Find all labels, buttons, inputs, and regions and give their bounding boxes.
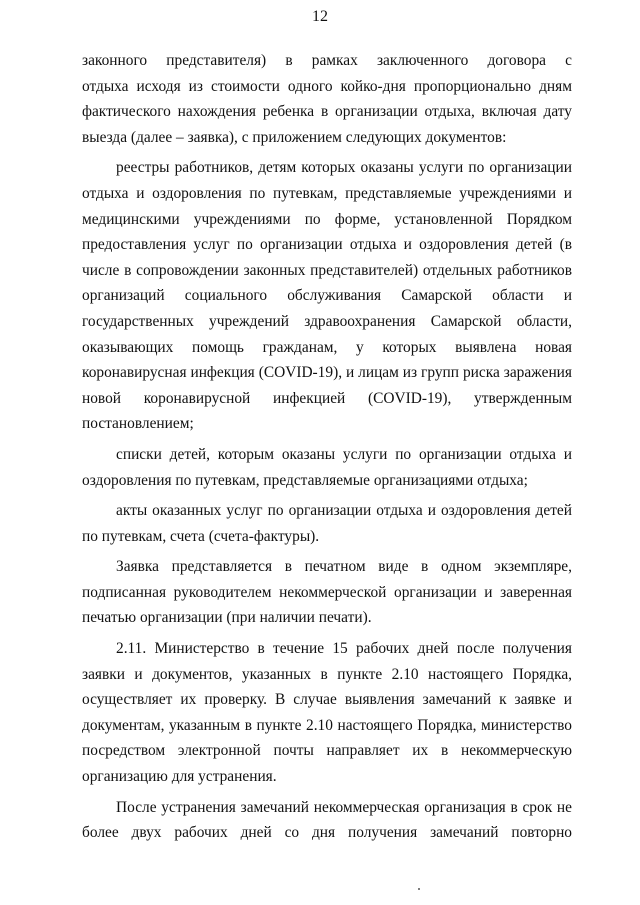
text-line: коронавирусная инфекция (COVID-19), и лицам из групп риска заражения (82, 364, 572, 382)
text-line: акты оказанных услуг по организации отдыха и оздоровления детей (116, 502, 572, 520)
text-line: по путевкам, счета (счета-фактуры). (82, 527, 320, 545)
paragraph-continuation (82, 48, 572, 150)
text-line: посредством электронной почты направляет их в некоммерческую (82, 742, 572, 760)
page-number: 12 (312, 8, 328, 25)
paragraph-after-correction (82, 795, 572, 846)
text-line: реестры работников, детям которых оказаны услуги по организации (116, 159, 572, 177)
text-line: 2.11. Министерство в течение 15 рабочих дней после получения (116, 640, 572, 658)
text-line: медицинскими учреждениями по форме, установленной Порядком (82, 210, 572, 228)
paragraph-application-format (82, 554, 572, 631)
text-line: фактического нахождения ребенка в организации отдыха, включая дату (82, 103, 572, 121)
text-line: новой коронавирусной инфекцией (COVID-19), утвержденным (82, 389, 572, 407)
paragraph-children-lists (82, 442, 572, 493)
text-line: документам, указанным в пункте 2.10 настоящего Порядка, министерство (82, 716, 572, 734)
text-line: оказывающих помощь гражданам, у которых выявлена новая (82, 338, 572, 356)
text-line: числе в сопровождении законных представителей) отдельных работников (82, 261, 572, 279)
text-line: печатью организации (при наличии печати). (82, 609, 372, 627)
text-line: выезда (далее – заявка), с приложением следующих документов: (82, 128, 507, 146)
text-line: списки детей, которым оказаны услуги по организации отдыха и (116, 445, 572, 463)
text-line: организацию для устранения. (82, 768, 277, 786)
text-line: подписанная руководителем некоммерческой организации и заверенная (82, 583, 572, 601)
text-line: После устранения замечаний некоммерческая организация в срок не (116, 798, 572, 816)
text-line: организаций социального обслуживания Самарской области и (82, 287, 572, 305)
text-line: оздоровления по путевкам, представляемые организациями отдыха; (82, 471, 528, 489)
text-line: предоставления услуг по организации отдыха и оздоровления детей (в (82, 236, 572, 254)
text-line: отдыха исходя из стоимости одного койко-дня пропорционально дням (82, 77, 572, 95)
paragraph-clause-2-11 (82, 636, 572, 790)
paragraph-service-acts (82, 498, 572, 549)
text-line: более двух рабочих дней со дня получения замечаний повторно (82, 824, 572, 842)
text-line: осуществляет их проверку. В случае выявления замечаний к заявке и (82, 691, 572, 709)
text-line: отдыха и оздоровления по путевкам, представляемые учреждениями и (82, 184, 572, 202)
text-line: заявки и документов, указанных в пункте 2.10 настоящего Порядка, (82, 665, 572, 683)
text-line: законного представителя) в рамках заключенного договора с (82, 52, 572, 69)
document-body (82, 48, 572, 846)
text-line: Заявка представляется в печатном виде в одном экземпляре, (116, 558, 572, 576)
paragraph-registers (82, 155, 572, 437)
text-line: государственных учреждений здравоохранения Самарской области, (82, 312, 572, 330)
text-line: постановлением; (82, 415, 194, 433)
scan-artifact (418, 888, 420, 890)
